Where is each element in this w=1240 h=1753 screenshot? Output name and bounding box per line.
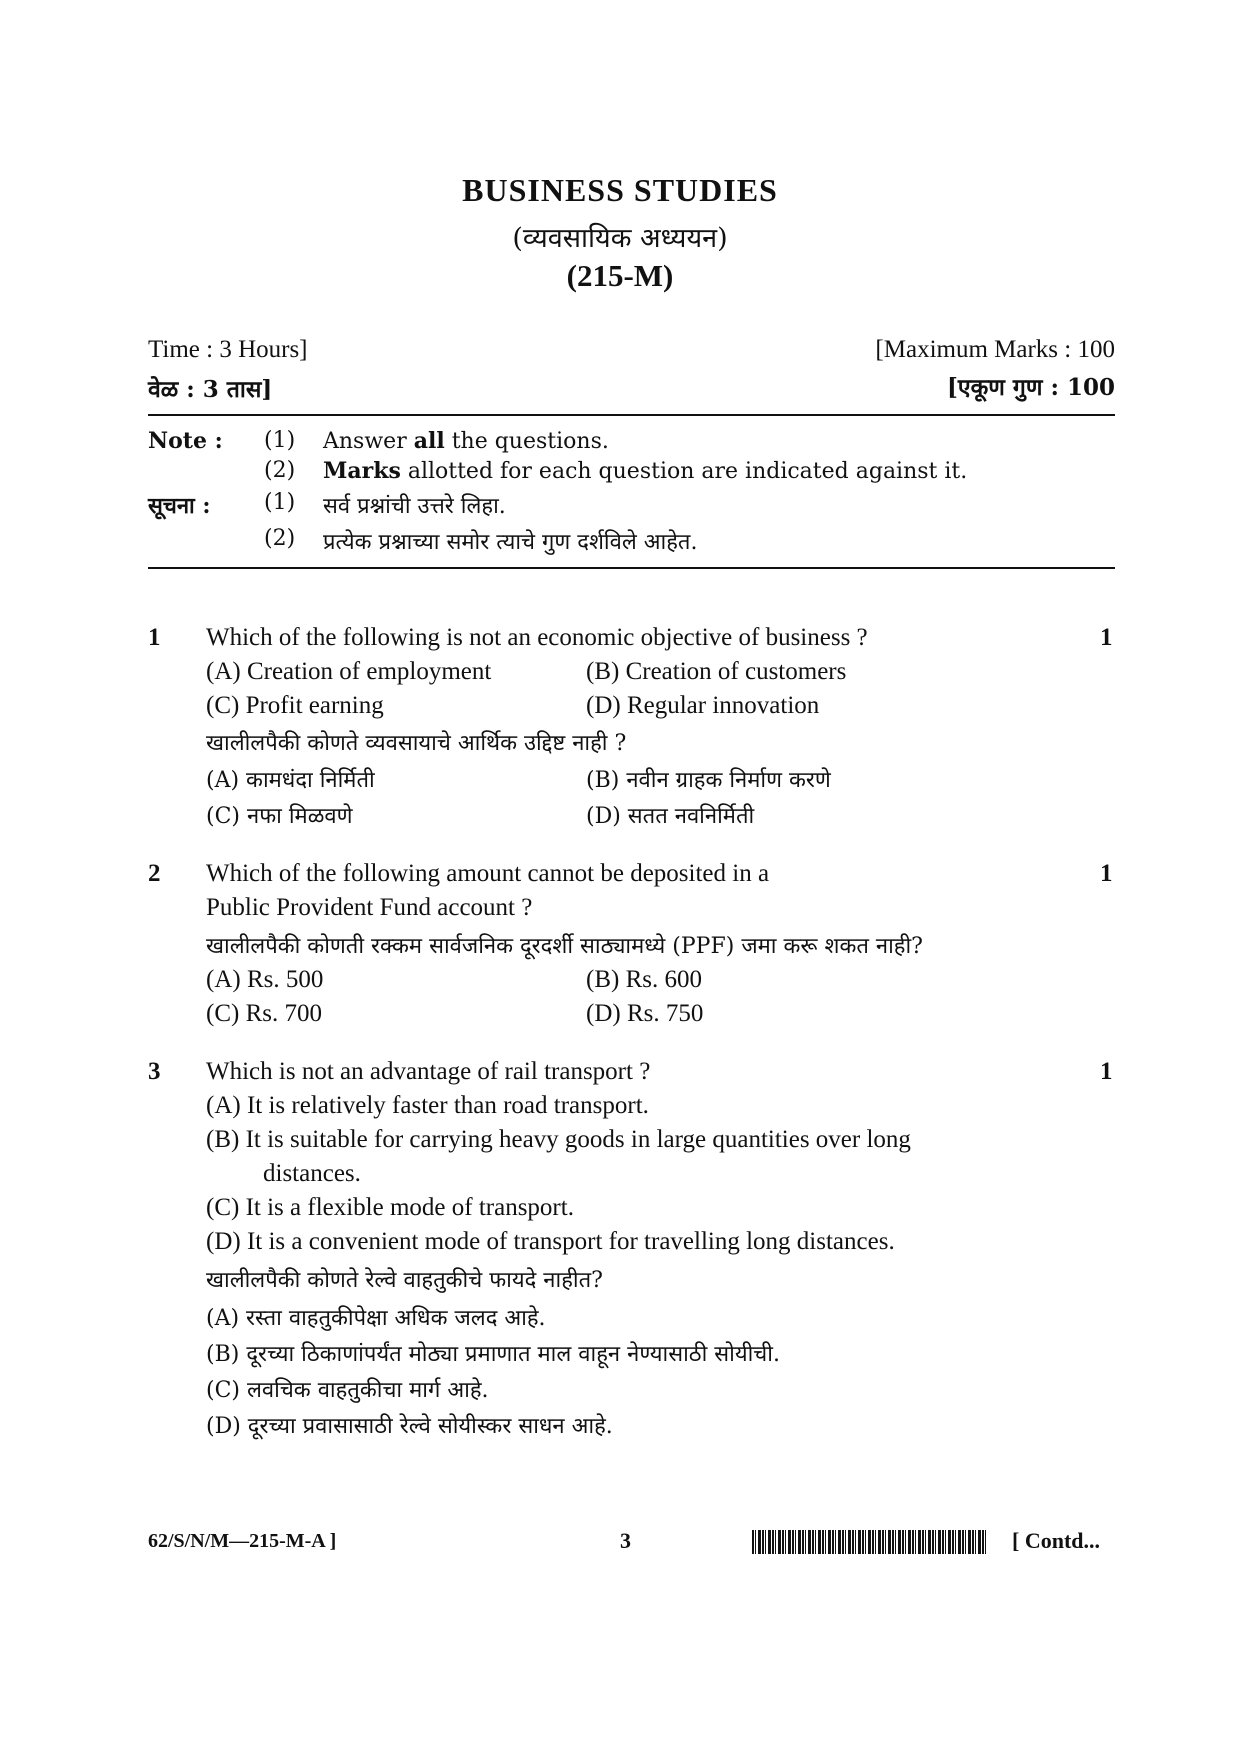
page-title-marathi: (व्यवसायिक अध्ययन) bbox=[512, 223, 728, 254]
q3-option-b: (B) It is suitable for carrying heavy goods in large quantities over long bbox=[206, 1126, 911, 1153]
note-mr-2: प्रत्येक प्रश्नाच्या समोर त्याचे गुण दर्शविले आहेत. bbox=[323, 530, 698, 555]
note-1: Answer all the questions. bbox=[323, 428, 609, 454]
barcode-image bbox=[752, 1530, 987, 1554]
paper-code: 62/S/N/M—215-M-A ] bbox=[148, 1530, 337, 1552]
q3-option-d: (D) It is a convenient mode of transport for travelling long distances. bbox=[206, 1228, 895, 1255]
page-number: 3 bbox=[620, 1528, 631, 1553]
max-marks-mr: [एकूण गुण : 100 bbox=[947, 374, 1115, 401]
question-1-marks: 1 bbox=[1100, 624, 1113, 651]
q1-option-d-mr: (D) सतत नवनिर्मिती bbox=[586, 804, 755, 829]
q1-option-d: (D) Regular innovation bbox=[586, 692, 820, 719]
q1-option-b: (B) Creation of customers bbox=[586, 658, 847, 685]
question-3-text-mr: खालीलपैकी कोणते रेल्वे वाहतुकीचे फायदे नाहीत? bbox=[206, 1268, 603, 1293]
subject-code: (215-M) bbox=[566, 258, 674, 293]
note-label: Note : bbox=[148, 428, 223, 454]
note-1-num: (1) bbox=[264, 428, 296, 453]
note-2: Marks allotted for each question are indicated against it. bbox=[323, 458, 968, 484]
q3-option-b-continued: distances. bbox=[263, 1160, 361, 1187]
divider-bottom bbox=[148, 567, 1115, 569]
q2-option-d: (D) Rs. 750 bbox=[586, 1000, 704, 1027]
q2-option-c: (C) Rs. 700 bbox=[206, 1000, 322, 1027]
q3-option-c-mr: (C) लवचिक वाहतुकीचा मार्ग आहे. bbox=[206, 1378, 489, 1403]
q3-option-a: (A) It is relatively faster than road transport. bbox=[206, 1092, 649, 1119]
q3-option-d-mr: (D) दूरच्या प्रवासासाठी रेल्वे सोयीस्कर साधन आहे. bbox=[206, 1414, 613, 1439]
question-2-text-mr: खालीलपैकी कोणती रक्कम सार्वजनिक दूरदर्शी साठ्यामध्ये (PPF) जमा करू शकत नाही? bbox=[206, 934, 923, 959]
q1-option-c-mr: (C) नफा मिळवणे bbox=[206, 804, 353, 829]
q1-option-b-mr: (B) नवीन ग्राहक निर्माण करणे bbox=[586, 768, 831, 793]
question-2-marks: 1 bbox=[1100, 860, 1113, 887]
question-2-text-line-1: Which of the following amount cannot be deposited in a bbox=[206, 860, 770, 887]
question-3-text: Which is not an advantage of rail transport ? bbox=[206, 1058, 651, 1085]
note-label-mr: सूचना : bbox=[148, 493, 211, 519]
page-title: BUSINESS STUDIES bbox=[462, 172, 778, 208]
question-1-text-mr: खालीलपैकी कोणते व्यवसायाचे आर्थिक उद्दिष्ट नाही ? bbox=[206, 731, 627, 756]
continued-label: [ Contd... bbox=[1012, 1528, 1101, 1553]
time-en: Time : 3 Hours] bbox=[148, 336, 308, 363]
question-1-number: 1 bbox=[148, 624, 161, 651]
q1-option-c: (C) Profit earning bbox=[206, 692, 384, 719]
q3-option-c: (C) It is a flexible mode of transport. bbox=[206, 1194, 574, 1221]
q1-option-a: (A) Creation of employment bbox=[206, 658, 492, 685]
question-3-number: 3 bbox=[148, 1058, 161, 1085]
max-marks-en: [Maximum Marks : 100 bbox=[875, 336, 1115, 363]
question-3-marks: 1 bbox=[1100, 1058, 1113, 1085]
note-mr-1: सर्व प्रश्नांची उत्तरे लिहा. bbox=[323, 494, 506, 519]
question-2-number: 2 bbox=[148, 860, 161, 887]
note-2-num: (2) bbox=[264, 458, 296, 483]
question-1-text: Which of the following is not an economic objective of business ? bbox=[206, 624, 868, 651]
divider-top bbox=[148, 414, 1115, 416]
q2-option-a: (A) Rs. 500 bbox=[206, 966, 324, 993]
question-2-text-line-2: Public Provident Fund account ? bbox=[206, 894, 533, 921]
q2-option-b: (B) Rs. 600 bbox=[586, 966, 702, 993]
note-mr-1-num: (1) bbox=[264, 490, 296, 515]
q1-option-a-mr: (A) कामधंदा निर्मिती bbox=[206, 768, 375, 793]
note-mr-2-num: (2) bbox=[264, 526, 296, 551]
time-mr: वेळ : 3 तास] bbox=[148, 376, 273, 403]
q3-option-a-mr: (A) रस्ता वाहतुकीपेक्षा अधिक जलद आहे. bbox=[206, 1306, 546, 1331]
q3-option-b-mr: (B) दूरच्या ठिकाणांपर्यंत मोठ्या प्रमाणात माल वाहून नेण्यासाठी सोयीची. bbox=[206, 1342, 780, 1367]
